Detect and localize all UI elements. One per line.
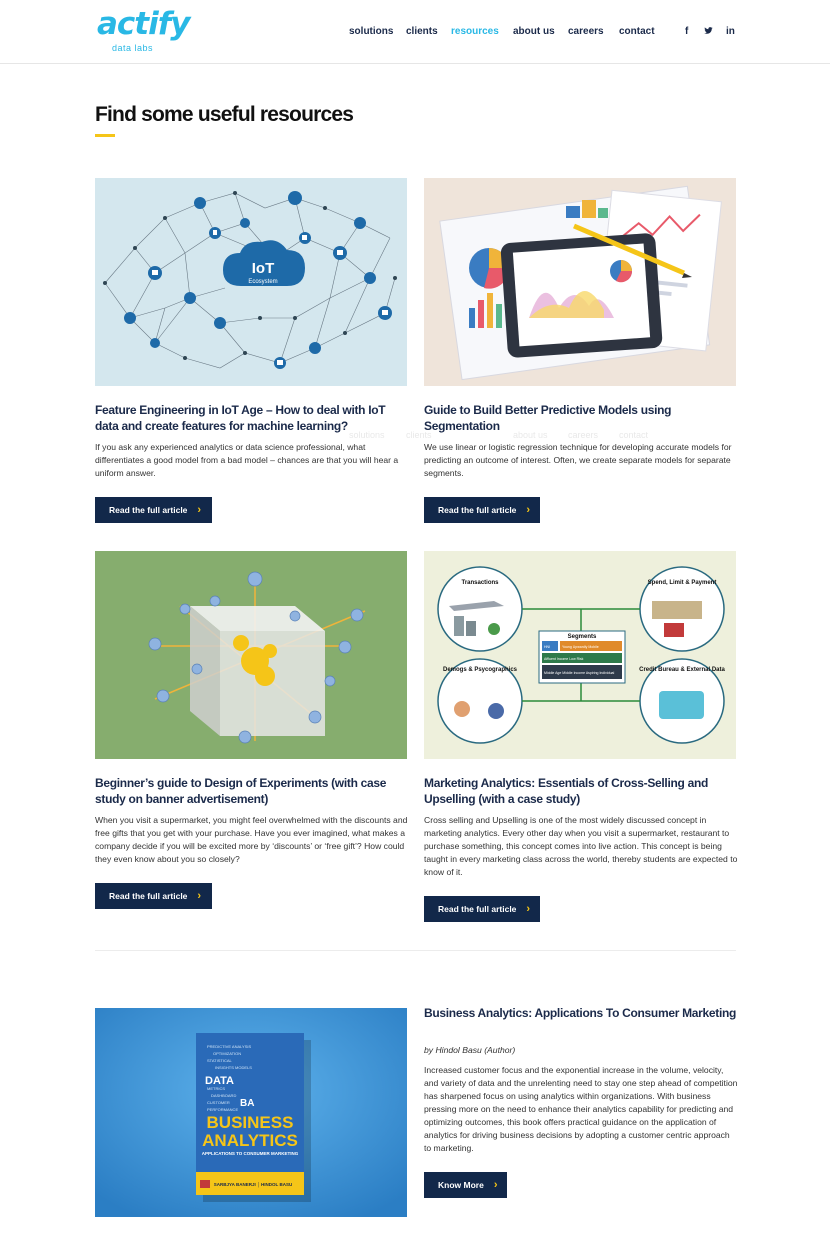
- button-label: Read the full article: [438, 505, 517, 515]
- button-label: Read the full article: [109, 891, 188, 901]
- card-excerpt-segmentation: We use linear or logistic regression technique for developing accurate models for predicting an outcome of interest. Often, we create separate models for separate segments.: [424, 442, 732, 478]
- diagram-label-demogs: Demogs & Psycographics: [442, 667, 518, 673]
- chevron-right-icon: ›: [526, 903, 531, 915]
- section-divider: [95, 950, 736, 951]
- card-excerpt-cross-selling: Cross selling and Upselling is one of the most widely discussed concept in marketing analytics. Every other day when you visit a supermarket, restaurant to purchase something, this concept comes into live action. This concept is being taught in every marketing class across the world, thereby students are expected to know of it.: [424, 815, 738, 877]
- card-title-segmentation[interactable]: Guide to Build Better Predictive Models using Segmentation: [424, 403, 672, 433]
- read-article-button-design-of-experiments[interactable]: [95, 883, 212, 909]
- svg-text:METRICS: METRICS: [207, 1086, 225, 1091]
- card-title-design-of-experiments[interactable]: Beginner’s guide to Design of Experiments (with case study on banner advertisement): [95, 776, 387, 806]
- chevron-right-icon: ›: [493, 1179, 498, 1191]
- diagram-label-segments: Segments: [567, 634, 597, 640]
- read-article-button-iot[interactable]: [95, 497, 212, 523]
- svg-text:CUSTOMER: CUSTOMER: [207, 1100, 230, 1105]
- actify-logo[interactable]: [97, 6, 190, 56]
- nav-item-about-us[interactable]: about us: [513, 26, 555, 37]
- chevron-right-icon: ›: [197, 504, 202, 516]
- facebook-icon[interactable]: f: [685, 26, 689, 37]
- svg-text:DASHBOARD: DASHBOARD: [211, 1093, 237, 1098]
- cover-word-ba: BA: [240, 1098, 255, 1109]
- cover-title-line2: ANALYTICS: [202, 1131, 298, 1150]
- nav-item-resources[interactable]: resources: [451, 26, 499, 37]
- iot-sublabel: Ecosystem: [248, 279, 278, 285]
- nav-item-clients[interactable]: clients: [406, 26, 438, 37]
- svg-text:OPTIMIZATION: OPTIMIZATION: [213, 1051, 242, 1056]
- svg-text:INSIGHTS MODELS: INSIGHTS MODELS: [215, 1065, 252, 1070]
- cover-authors: SARBJYA BANERJI │ HINDOL BASU: [213, 1182, 293, 1187]
- linkedin-icon[interactable]: in: [726, 26, 735, 37]
- read-article-button-cross-selling[interactable]: [424, 896, 540, 922]
- nav-item-careers[interactable]: careers: [568, 26, 604, 37]
- segment-row-young: Young Upwardly Mobile: [562, 645, 599, 649]
- card-title-iot[interactable]: Feature Engineering in IoT Age – How to deal with IoT data and create features for machine learning?: [95, 403, 386, 433]
- nav-item-solutions[interactable]: solutions: [349, 26, 394, 37]
- book-cover-image[interactable]: [95, 1008, 407, 1217]
- know-more-button[interactable]: [424, 1172, 507, 1198]
- design-of-experiments-image[interactable]: [95, 551, 407, 759]
- read-article-button-segmentation[interactable]: [424, 497, 540, 523]
- card-title-cross-selling[interactable]: Marketing Analytics: Essentials of Cross-Selling and Upselling (with a case study): [424, 776, 709, 806]
- svg-text:PERFORMANCE: PERFORMANCE: [207, 1107, 239, 1112]
- book-description: Increased customer focus and the exponential increase in the volume, velocity, and variety of data and the unrelenting need to stay one step ahead of competition has sharpened focus on using analytics within organizations. With business pressing more on the need to enhance their analytics capability for predicting and optimizing outcomes, this book offers practical guidance on the application of analytics for driving business decisions by adopting a customer centric approach to marketing.: [424, 1065, 738, 1153]
- cover-title-line1: BUSINESS: [206, 1113, 294, 1132]
- diagram-label-transactions: Transactions: [461, 580, 499, 586]
- logo-tagline: data labs: [112, 43, 154, 53]
- predictive-models-image[interactable]: [424, 178, 736, 386]
- segment-row-middle-age: Middle Age Middle Income Aspiring Individual: [544, 671, 615, 675]
- nav-item-contact[interactable]: contact: [619, 26, 655, 37]
- diagram-label-credit: Credit Bureau & External Data: [639, 667, 725, 673]
- site-header: [0, 0, 830, 64]
- page-title: Find some useful resources: [95, 103, 354, 126]
- svg-text:STATISTICAL: STATISTICAL: [207, 1058, 232, 1063]
- book-author: by Hindol Basu (Author): [424, 1045, 516, 1055]
- segment-row-affluent: Affluent Income Low Risk: [544, 657, 584, 661]
- button-label: Know More: [438, 1180, 484, 1190]
- card-excerpt-iot: If you ask any experienced analytics or data science professional, what differentiates a good model from a bad model – chances are that you will hear a uniform answer.: [95, 442, 399, 478]
- twitter-icon[interactable]: [704, 26, 713, 40]
- chevron-right-icon: ›: [526, 504, 531, 516]
- diagram-label-spend: Spend, Limit & Payment: [647, 580, 717, 586]
- iot-ecosystem-image[interactable]: [95, 178, 407, 386]
- book-title[interactable]: Business Analytics: Applications To Consumer Marketing: [424, 1006, 737, 1020]
- logo-wordmark: actify: [97, 6, 190, 42]
- cover-word-data: DATA: [205, 1075, 234, 1087]
- cross-selling-diagram-image[interactable]: [424, 551, 736, 759]
- card-excerpt-design-of-experiments: When you visit a supermarket, you might feel overwhelmed with the discounts and free gifts that you get with your purchase. Have you ever imagined, what makes a company decide if you will be excited more by ‘discounts’ or ‘free gift’? How could they even know about you so closely?: [95, 815, 408, 864]
- cover-subtitle: APPLICATIONS TO CONSUMER MARKETING: [201, 1151, 299, 1156]
- svg-text:PREDICTIVE ANALYSIS: PREDICTIVE ANALYSIS: [207, 1044, 252, 1049]
- button-label: Read the full article: [438, 904, 517, 914]
- button-label: Read the full article: [109, 505, 188, 515]
- iot-label: IoT: [251, 260, 275, 277]
- chevron-right-icon: ›: [197, 890, 202, 902]
- title-underline: [95, 134, 115, 137]
- segment-row-hni: HNI: [544, 645, 551, 649]
